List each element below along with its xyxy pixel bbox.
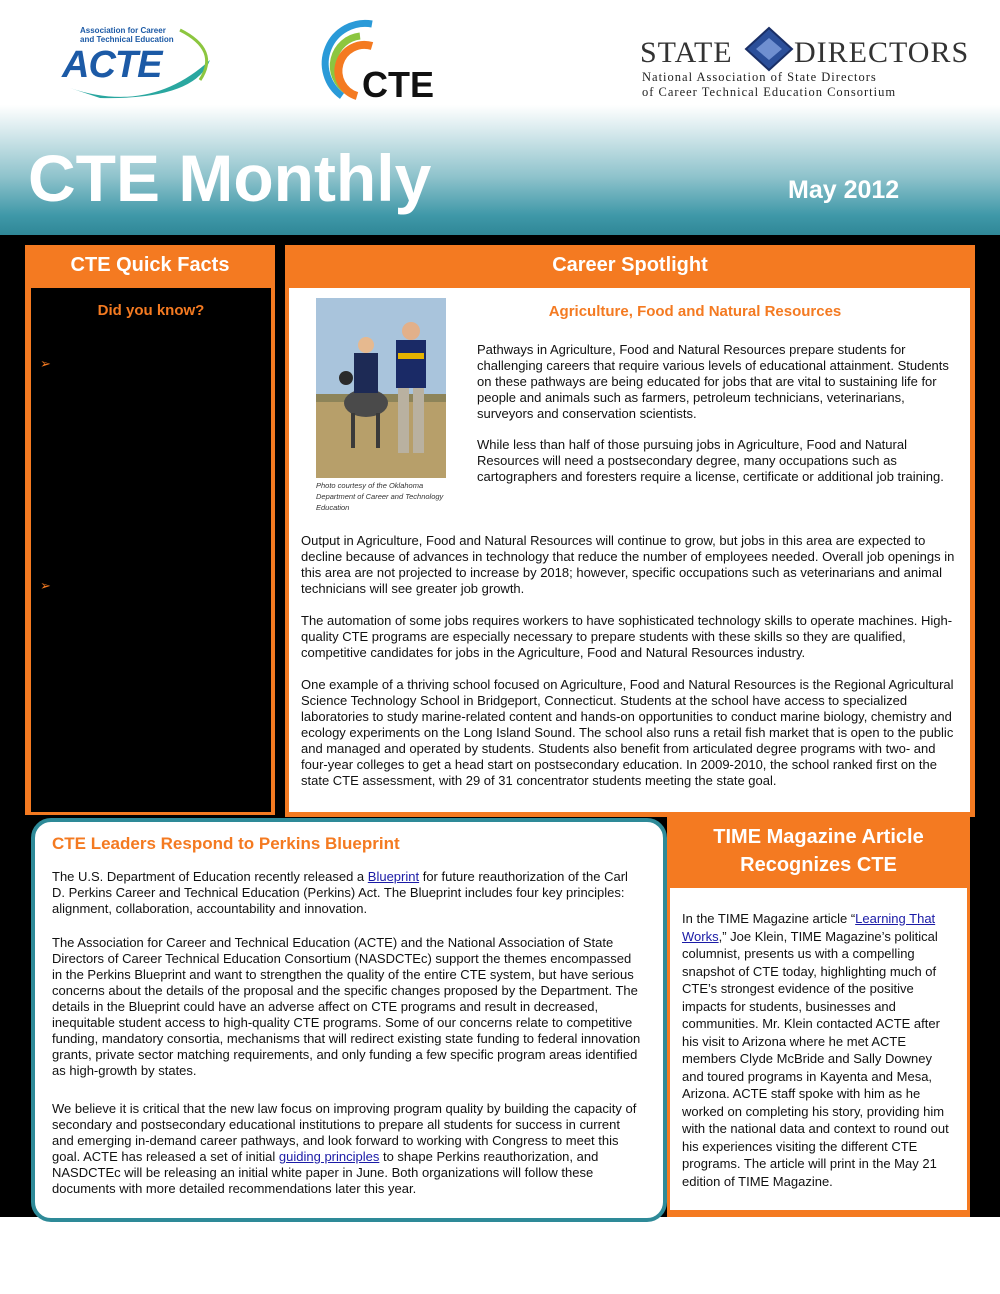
newsletter-title: CTE Monthly xyxy=(28,141,432,215)
photo-caption: Photo courtesy of the Oklahoma Department of Career and Technology Education xyxy=(316,481,444,512)
acte-logo-wordmark: ACTE xyxy=(62,44,162,86)
acte-logo-small-text xyxy=(80,26,174,44)
quick-facts-panel xyxy=(31,288,271,812)
learning-that-works-link[interactable]: Learning That Works xyxy=(682,911,936,944)
cte-logo-wordmark: CTE xyxy=(362,64,434,105)
time-text: In the TIME Magazine article “ xyxy=(682,911,856,926)
perkins-paragraph xyxy=(52,869,642,917)
guiding-principles-link[interactable]: guiding principles xyxy=(278,1149,380,1164)
acte-logo-line1: Association for Career xyxy=(80,26,166,35)
spotlight-paragraph: Output in Agriculture, Food and Natural Resources will continue to grow, but jobs in this area are expected to decline because of advances in technology that reduce the number of employees needed. Overall job openings in this area are not projected to increase by 2018; however, specific occupations such as veterinarians and animal technicians will see greater job growth. xyxy=(301,533,955,596)
time-heading-line2: Recognizes CTE xyxy=(740,854,897,876)
state-directors-logo xyxy=(636,36,970,106)
perkins-text: for future reauthorization of the Carl D. Perkins Career and Technical Education (Perkins) Act. The Blueprint includes four key principles: alignment, collaboration, accountability and innovation. xyxy=(52,869,628,916)
state-directors-subline1: National Association of State Directors xyxy=(642,70,877,84)
acte-logo xyxy=(60,20,220,100)
spotlight-subtitle: Agriculture, Food and Natural Resources xyxy=(548,303,842,320)
top-strip xyxy=(0,0,1000,18)
spotlight-paragraph: The automation of some jobs requires workers to have sophisticated technology skills to operate machines. High-quality CTE programs are especially necessary to prepare students with these skills so they are qualified, competitive candidates for jobs in the Agriculture, Food and Natural Resources industry. xyxy=(301,613,953,660)
spotlight-paragraph: While less than half of those pursuing jobs in Agriculture, Food and Natural Resources will need a postsecondary degree, many occupations such as cartographers and foresters require a license, certificate or additional job training. xyxy=(477,437,944,484)
spotlight-paragraph: One example of a thriving school focused on Agriculture, Food and Natural Resources is the Regional Agricultural Science Technology School in Bridgeport, Connecticut. Students at the school have access to specialized laboratories to study marine-related content and hands-on opportunities to conduct marine biology, chemistry and ecology experiments on the Long Island Sound. The school also runs a retail fish market that is open to the public and managed and operated by students. Students also benefit from articulated degree programs with two- and four-year colleges to get a head start on postsecondary education. In 2009-2010, the school ranked first on the state CTE assessment, with 29 of 31 concentrator students meeting the state goal. xyxy=(301,677,954,788)
time-heading-line1: TIME Magazine Article xyxy=(713,826,924,848)
time-article-text xyxy=(682,910,956,1190)
arrow-bullet-icon: ➢ xyxy=(40,356,51,371)
perkins-text: to shape Perkins reauthorization, and NASDCTEc will be releasing an initial white paper in June. Both organizations will follow these documents with more detailed recommendations later this year. xyxy=(52,1149,599,1196)
state-directors-word2: DIRECTORS xyxy=(794,36,970,69)
farm-photo-illustration xyxy=(316,298,446,478)
issue-date: May 2012 xyxy=(788,176,900,204)
perkins-paragraph: The Association for Career and Technical Education (ACTE) and the National Association of State Directors of Career Technical Education Consortium (NASDCTEc) support the themes encompassed in the Perkins Blueprint and want to strengthen the quality of the entire CTE system, but have serious concerns about the details of the proposal and the specific changes proposed by the Department. The details in the Blueprint could have an adverse affect on CTE programs and result in decreased, inequitable student access to high-quality CTE programs. Some of our concerns relate to competitive funding, mandatory consortia, mechanisms that will redirect existing state funding to federal innovation grants, private sector matching requirements, and only funding a few specific program areas identified as high-growth by states. xyxy=(52,935,641,1078)
perkins-article-title: CTE Leaders Respond to Perkins Blueprint xyxy=(52,834,400,853)
did-you-know-label: Did you know? xyxy=(97,302,205,319)
arrow-bullet-icon: ➢ xyxy=(40,578,51,593)
cte-logo xyxy=(312,16,442,111)
perkins-paragraph xyxy=(52,1101,642,1197)
spotlight-paragraph: Pathways in Agriculture, Food and Natural Resources prepare students for challenging careers that require various levels of educational attainment. Students on these pathways are being educated for jobs that are vital to sustaining life for people and animals such as farmers, petroleum technicians, veterinarians, surveyors and conservation scientists. xyxy=(477,342,949,421)
career-spotlight-heading: Career Spotlight xyxy=(552,254,708,276)
perkins-text: We believe it is critical that the new law focus on improving program quality by building the capacity of secondary and postsecondary educational institutions to prepare all students for success in current and emerging in-demand career pathways, and look forward to working with Congress to meet this goal. ACTE has released a set of initial xyxy=(52,1101,637,1164)
diamond-emblem-icon xyxy=(744,26,794,72)
spotlight-photo xyxy=(316,298,446,478)
acte-logo-line2: and Technical Education xyxy=(80,35,174,44)
perkins-text: The U.S. Department of Education recently released a xyxy=(52,869,368,884)
state-directors-word1: STATE xyxy=(640,36,733,69)
state-directors-subline2: of Career Technical Education Consortium xyxy=(642,85,897,99)
time-article-heading xyxy=(667,823,970,879)
quick-facts-heading: CTE Quick Facts xyxy=(70,254,230,276)
time-text: ,” Joe Klein, TIME Magazine’s political columnist, presents us with a compelling snapshot of CTE today, highlighting much of CTE’s strongest evidence of the positive impacts for students, businesses and communities. Mr. Klein contacted ACTE after his visit to Arizona where he met ACTE members Clyde McBride and Sally Downey and toured programs in Kayenta and Mesa, Arizona. ACTE staff spoke with him as he worked on completing his story, providing him with the national data and context to round out his experiences visiting the different CTE programs. The article will print in the May 21 edition of TIME Magazine. xyxy=(682,928,949,1189)
blueprint-link[interactable]: Blueprint xyxy=(367,869,420,884)
